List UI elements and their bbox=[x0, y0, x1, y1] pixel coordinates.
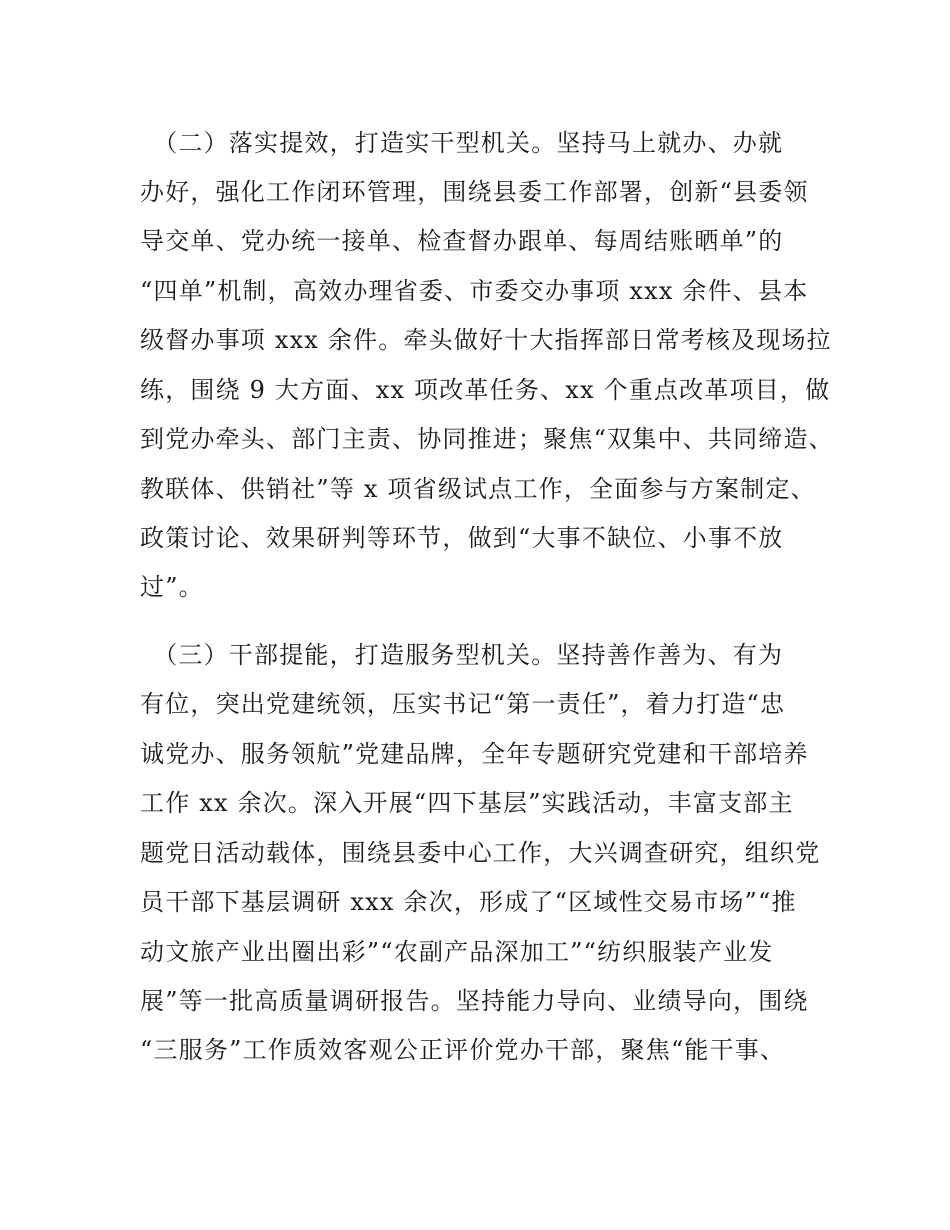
paragraph-line: 政策讨论、效果研判等环节，做到“大事不缺位、小事不放 bbox=[140, 524, 784, 552]
paragraph-line: 展”等一批高质量调研报告。坚持能力导向、业绩导向，围绕 bbox=[140, 987, 809, 1015]
paragraph-line: （三）干部提能，打造服务型机关。坚持善作善为、有为 bbox=[140, 641, 784, 669]
paragraph-line: 导交单、党办统一接单、检查督办跟单、每周结账晒单”的 bbox=[140, 227, 784, 255]
paragraph-line: “四单”机制，高效办理省委、市委交办事项 xxx 余件、县本 bbox=[140, 277, 809, 305]
paragraph-line: “三服务”工作质效客观公正评价党办干部，聚焦“能干事、 bbox=[140, 1036, 786, 1064]
paragraph-line: 诚党办、服务领航”党建品牌，全年专题研究党建和干部培养 bbox=[140, 740, 809, 768]
paragraph-line: 员干部下基层调研 xxx 余次，形成了“区域性交易市场”“推 bbox=[140, 888, 797, 916]
paragraph-line: 练，围绕 9 大方面、xx 项改革任务、xx 个重点改革项目，做 bbox=[140, 376, 831, 404]
paragraph-line: 教联体、供销社”等 x 项省级试点工作，全面参与方案制定、 bbox=[140, 475, 816, 503]
paragraph-line: 过”。 bbox=[140, 573, 204, 601]
paragraph-line: 题党日活动载体，围绕县委中心工作，大兴调查研究，组织党 bbox=[140, 839, 821, 867]
paragraph-line: （二）落实提效，打造实干型机关。坚持马上就办、办就 bbox=[140, 129, 784, 157]
paragraph-line: 动文旅产业出圈出彩”“农副产品深加工”“纺织服装产业发 bbox=[140, 938, 774, 966]
paragraph-line: 到党办牵头、部门主责、协同推进；聚焦“双集中、共同缔造、 bbox=[140, 425, 834, 453]
paragraph-line: 工作 xx 余次。深入开展“四下基层”实践活动，丰富支部主 bbox=[140, 789, 794, 817]
paragraph-line: 级督办事项 xxx 余件。牵头做好十大指挥部日常考核及现场拉 bbox=[140, 326, 832, 354]
paragraph-line: 有位，突出党建统领，压实书记“第一责任”，着力打造“忠 bbox=[140, 690, 786, 718]
paragraph-line: 办好，强化工作闭环管理，围绕县委工作部署，创新“县委领 bbox=[140, 178, 809, 206]
